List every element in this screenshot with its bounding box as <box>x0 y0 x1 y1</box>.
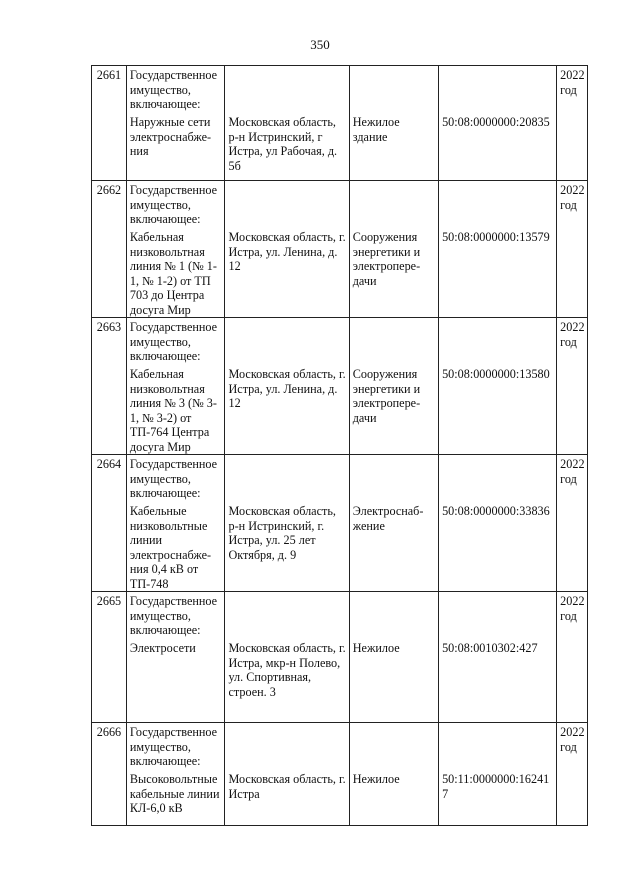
address-cell <box>225 66 349 181</box>
cadastral-number: 50:08:0000000:33836 <box>442 504 550 518</box>
cadastral-number: 50:08:0000000:20835 <box>442 115 550 129</box>
property-type: Сооружения энергетики и электропере-дачи <box>352 230 421 288</box>
table-row <box>92 455 588 592</box>
cadastral-number: 50:08:0010302:427 <box>442 641 538 655</box>
property-type: Нежилое <box>352 772 400 786</box>
type-cell <box>349 723 438 826</box>
property-registry-table <box>91 65 588 826</box>
property-name-cell <box>126 66 225 181</box>
property-name-cell <box>126 592 225 723</box>
cadastral-number: 50:08:0000000:13580 <box>442 367 550 381</box>
property-name-cell <box>126 318 225 455</box>
property-intro: Государственное имущество, включающее: <box>129 594 218 637</box>
type-cell <box>349 455 438 592</box>
cadastral-cell <box>439 318 557 455</box>
property-name: Кабельные низковольтные линии электроснабже-ния 0,4 кВ от ТП-748 <box>129 504 212 591</box>
page-number: 350 <box>310 37 330 52</box>
row-number: 2664 <box>92 455 127 592</box>
property-intro: Государственное имущество, включающее: <box>129 320 218 363</box>
table-row <box>92 66 588 181</box>
cadastral-number: 50:11:0000000:162417 <box>442 772 550 801</box>
cadastral-cell <box>439 66 557 181</box>
property-intro: Государственное имущество, включающее: <box>129 68 218 111</box>
address-cell <box>225 318 349 455</box>
property-type: Нежилое <box>352 641 400 655</box>
table-row <box>92 592 588 723</box>
address-cell <box>225 181 349 318</box>
property-type: Сооружения энергетики и электропере-дачи <box>352 367 421 425</box>
type-cell <box>349 592 438 723</box>
cadastral-cell <box>439 723 557 826</box>
type-cell <box>349 318 438 455</box>
property-name-cell <box>126 455 225 592</box>
cadastral-cell <box>439 592 557 723</box>
row-number: 2666 <box>92 723 127 826</box>
property-name: Наружные сети электроснабже-ния <box>129 115 212 158</box>
property-intro: Государственное имущество, включающее: <box>129 725 218 768</box>
property-type: Электроснаб-жение <box>352 504 424 533</box>
cadastral-number: 50:08:0000000:13579 <box>442 230 550 244</box>
table-row <box>92 318 588 455</box>
type-cell <box>349 66 438 181</box>
cadastral-cell <box>439 455 557 592</box>
row-number: 2663 <box>92 318 127 455</box>
property-intro: Государственное имущество, включающее: <box>129 457 218 500</box>
address-cell <box>225 592 349 723</box>
property-name-cell <box>126 181 225 318</box>
address-cell <box>225 455 349 592</box>
table-row <box>92 723 588 826</box>
address: Московская область, г. Истра <box>228 772 346 801</box>
property-name: Кабельная низковольтная линия № 3 (№ 3-1, № 3-2) от ТП-764 Центра досуга Мир <box>129 367 217 454</box>
address: Московская область, р-н Истринский, г Истра, ул Рабочая, д. 5б <box>228 115 338 173</box>
address-cell <box>225 723 349 826</box>
property-intro: Государственное имущество, включающее: <box>129 183 218 226</box>
address: Московская область, р-н Истринский, г. Истра, ул. 25 лет Октября, д. 9 <box>228 504 336 562</box>
year: 2022 год <box>557 592 588 723</box>
year: 2022 год <box>557 723 588 826</box>
table-row <box>92 181 588 318</box>
row-number: 2661 <box>92 66 127 181</box>
row-number: 2665 <box>92 592 127 723</box>
year: 2022 год <box>557 318 588 455</box>
property-type: Нежилое здание <box>352 115 400 144</box>
type-cell <box>349 181 438 318</box>
address: Московская область, г. Истра, мкр-н Полево, ул. Спортивная, строен. 3 <box>228 641 346 699</box>
property-name: Кабельная низковольтная линия № 1 (№ 1-1, № 1-2) от ТП 703 до Центра досуга Мир <box>129 230 217 317</box>
year: 2022 год <box>557 181 588 318</box>
property-name-cell <box>126 723 225 826</box>
year: 2022 год <box>557 455 588 592</box>
address: Московская область, г. Истра, ул. Ленина, д. 12 <box>228 230 346 273</box>
cadastral-cell <box>439 181 557 318</box>
property-name: Электросети <box>129 641 196 655</box>
address: Московская область, г. Истра, ул. Ленина, д. 12 <box>228 367 346 410</box>
property-name: Высоковольтные кабельные линии КЛ-6,0 кВ <box>129 772 220 815</box>
row-number: 2662 <box>92 181 127 318</box>
year: 2022 год <box>557 66 588 181</box>
